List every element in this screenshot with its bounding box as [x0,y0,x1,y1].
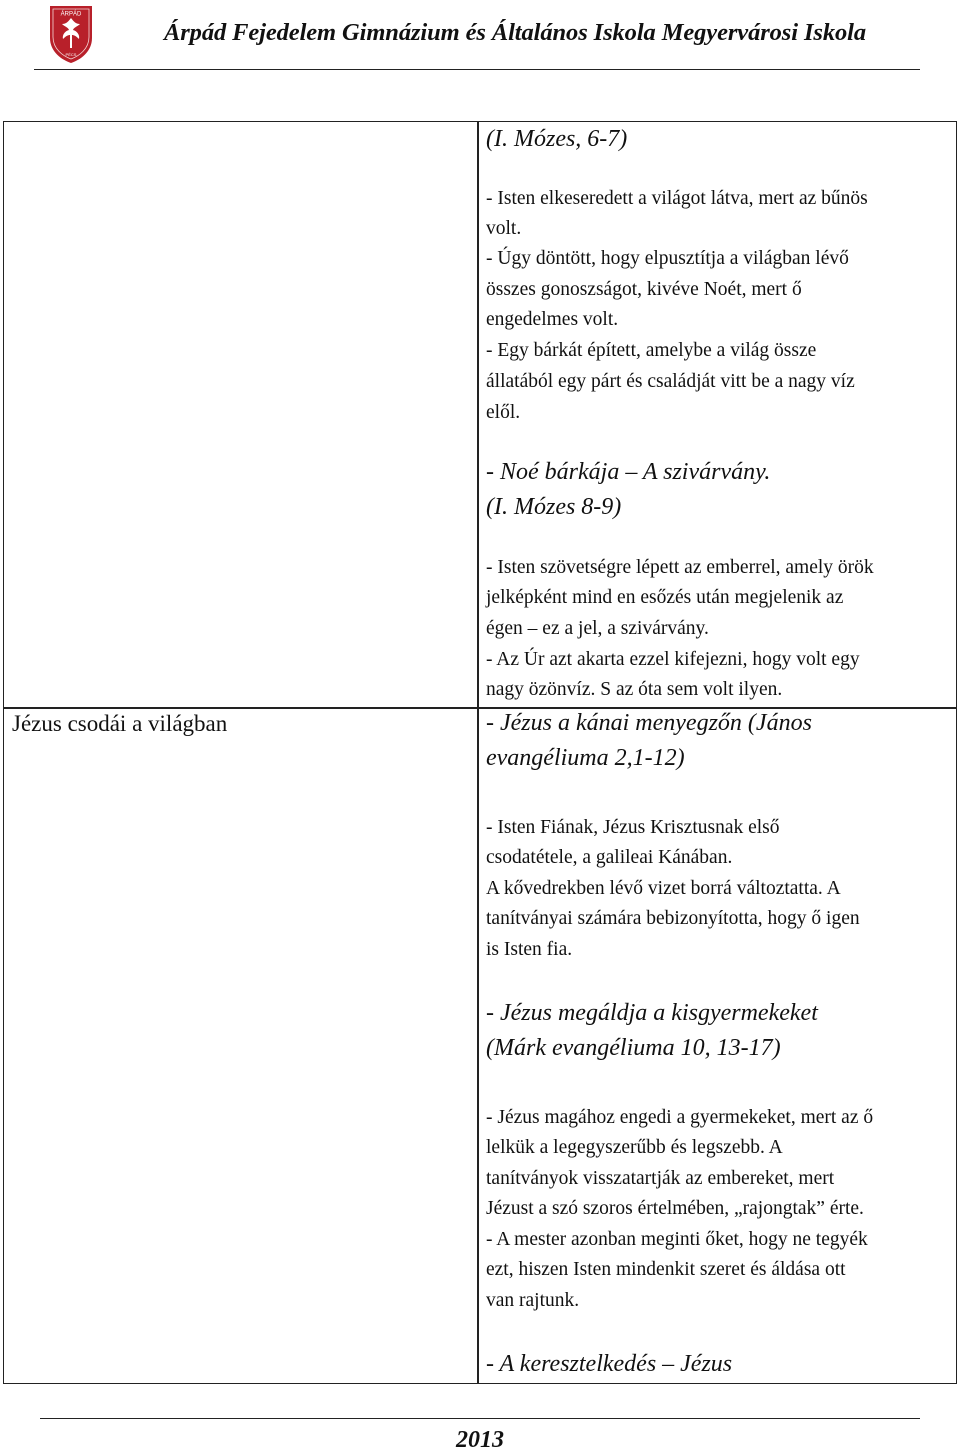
school-crest-icon [48,4,94,64]
bible-reference: (I. Mózes 8-9) [486,494,622,520]
bible-reference: evangéliuma 2,1-12) [486,745,685,771]
text-line: összes gonoszságot, kivéve Noét, mert ő [486,279,802,300]
bible-reference: (I. Mózes, 6-7) [486,126,628,152]
text-line: volt. [486,218,522,239]
footer-year: 2013 [456,1427,504,1453]
bible-reference: (Márk evangéliuma 10, 13-17) [486,1035,781,1061]
page-header [34,0,920,70]
text-line: - Isten szövetségre lépett az emberrel, amely örök [486,557,874,578]
text-line: van rajtunk. [486,1290,580,1311]
section-heading: - Jézus megáldja a kisgyermekeket [486,1000,818,1026]
section-heading: - Jézus a kánai menyegzőn (János [486,710,812,736]
column-divider [477,122,479,1383]
text-line: - Jézus magához engedi a gyermekeket, mert az ő [486,1107,874,1128]
text-line: tanítványok visszatartják az embereket, mert [486,1168,835,1189]
svg-text:PÉCS: PÉCS [65,52,77,57]
text-line: jelképként mind en esőzés után megjelenik az [486,587,844,608]
text-line: csodatétele, a galileai Kánában. [486,847,733,868]
text-line: - A mester azonban meginti őket, hogy ne tegyék [486,1229,868,1250]
text-line: állatából egy párt és családját vitt be a nagy víz [486,371,855,392]
text-line: elől. [486,402,521,423]
text-line: - Egy bárkát épített, amelybe a világ össze [486,340,817,361]
text-line: - Úgy döntött, hogy elpusztítja a világban lévő [486,248,849,269]
text-line: nagy özönvíz. S az óta sem volt ilyen. [486,679,783,700]
svg-text:ÁRPÁD: ÁRPÁD [60,11,82,18]
section-heading: - A keresztelkedés – Jézus [486,1351,733,1377]
footer-divider [40,1418,920,1419]
text-line: lelkük a legegyszerűbb és legszebb. A [486,1137,783,1158]
row-label-jezus-csodai: Jézus csodái a világban [12,711,228,736]
text-line: is Isten fia. [486,939,573,960]
text-line: - Isten Fiának, Jézus Krisztusnak első [486,817,780,838]
text-line: ezt, hiszen Isten mindenkit szeret és áldása ott [486,1259,846,1280]
section-heading: - Noé bárkája – A szivárvány. [486,459,771,485]
school-name-title: Árpád Fejedelem Gimnázium és Általános Iskola Megyervárosi Iskola [164,19,866,46]
text-line: - Az Úr azt akarta ezzel kifejezni, hogy volt egy [486,649,860,670]
text-line: égen – ez a jel, a szivárvány. [486,618,709,639]
text-line: Jézust a szó szoros értelmében, „rajongtak” érte. [486,1198,864,1219]
text-line: A kővedrekben lévő vizet borrá változtatta. A [486,878,841,899]
text-line: tanítványai számára bebizonyította, hogy ő igen [486,908,860,929]
text-line: engedelmes volt. [486,309,619,330]
text-line: - Isten elkeseredett a világot látva, mert az bűnös [486,188,868,209]
content-table [3,121,957,1384]
